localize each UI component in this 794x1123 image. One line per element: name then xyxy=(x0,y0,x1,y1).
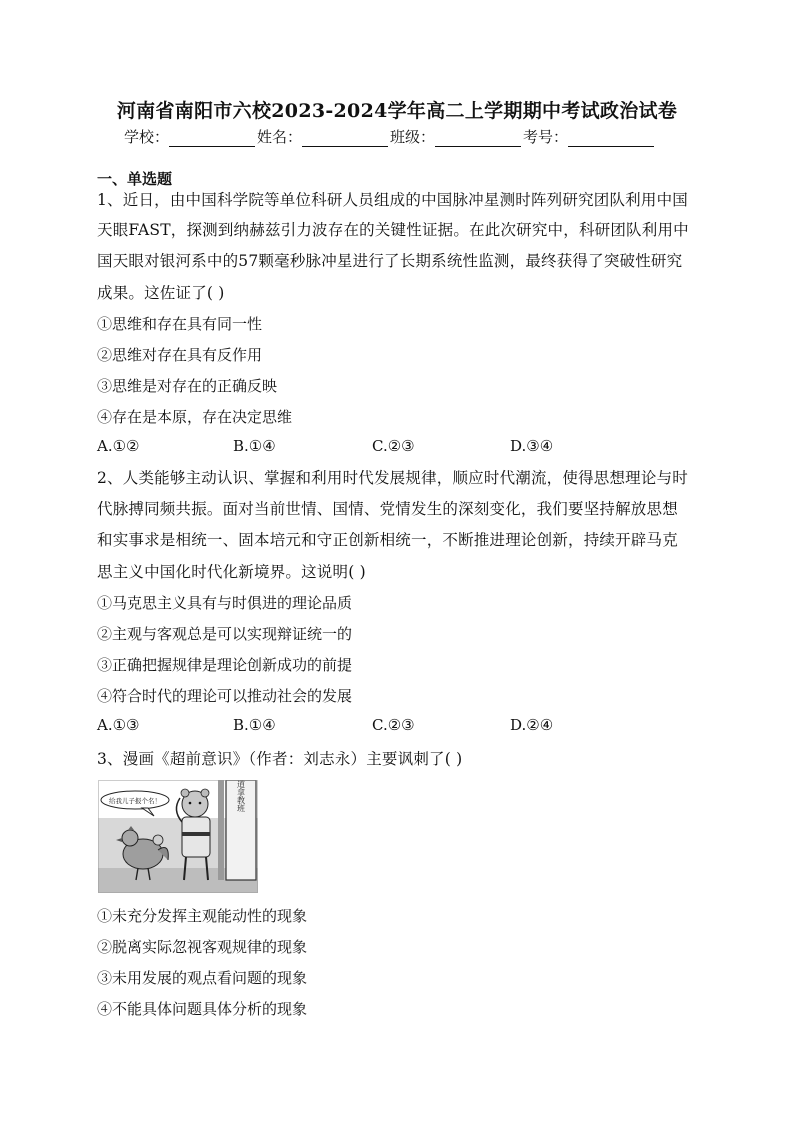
question-3-statement: ③未用发展的观点看问题的现象 xyxy=(97,969,308,987)
exam-no-blank[interactable] xyxy=(568,130,654,147)
question-1-line: 天眼FAST，探测到纳赫兹引力波存在的关键性证据。在此次研究中，科研团队利用中 xyxy=(97,221,689,239)
name-label: 姓名： xyxy=(257,128,303,146)
question-2-choice-a[interactable]: A.①③ xyxy=(97,716,140,734)
question-1-line: 1、近日，由中国科学院等单位科研人员组成的中国脉冲星测时阵列研究团队利用中国 xyxy=(97,191,688,209)
question-1-line: 成果。这佐证了( ) xyxy=(97,284,225,302)
section-title: 一、单选题 xyxy=(97,170,173,188)
question-2-statement: ③正确把握规律是理论创新成功的前提 xyxy=(97,656,353,674)
question-2-choice-d[interactable]: D.②④ xyxy=(510,716,554,734)
comic-sign-text: 驹奔道拿教班 xyxy=(236,780,246,812)
class-label: 班级： xyxy=(390,128,436,146)
question-3-statement: ②脱离实际忽视客观规律的现象 xyxy=(97,938,308,956)
question-3-statement: ①未充分发挥主观能动性的现象 xyxy=(97,907,308,925)
question-1-choice-d[interactable]: D.③④ xyxy=(510,437,554,455)
question-2-choice-b[interactable]: B.①④ xyxy=(233,716,276,734)
question-2-line: 和实事求是相统一、固本培元和守正创新相统一，不断推进理论创新，持续开辟马克 xyxy=(97,531,678,549)
comic-illustration xyxy=(98,780,258,893)
question-2-line: 思主义中国化时代化新境界。这说明( ) xyxy=(97,563,366,581)
question-1-statement: ④存在是本原，存在决定思维 xyxy=(97,408,293,426)
question-2-statement: ②主观与客观总是可以实现辩证统一的 xyxy=(97,625,353,643)
student-info-line xyxy=(124,126,656,147)
question-2-statement: ④符合时代的理论可以推动社会的发展 xyxy=(97,687,353,705)
name-blank[interactable] xyxy=(302,130,388,147)
question-3-statement: ④不能具体问题具体分析的现象 xyxy=(97,1000,308,1018)
comic-bubble-text: 给我儿子报个名！ xyxy=(109,797,161,805)
question-1-statement: ①思维和存在具有同一性 xyxy=(97,315,263,333)
school-label: 学校： xyxy=(124,128,170,146)
question-1-choice-b[interactable]: B.①④ xyxy=(233,437,276,455)
question-1-statement: ②思维对存在具有反作用 xyxy=(97,346,263,364)
question-2-line: 代脉搏同频共振。面对当前世情、国情、党情发生的深刻变化，我们要坚持解放思想 xyxy=(97,500,678,518)
page-title: 河南省南阳市六校2023-2024学年高二上学期期中考试政治试卷 xyxy=(116,100,678,122)
comic-image xyxy=(98,780,258,893)
exam-no-label: 考号： xyxy=(523,128,569,146)
class-blank[interactable] xyxy=(435,130,521,147)
school-blank[interactable] xyxy=(169,130,255,147)
question-1-line: 国天眼对银河系中的57颗毫秒脉冲星进行了长期系统性监测，最终获得了突破性研究 xyxy=(97,252,683,270)
question-1-choice-a[interactable]: A.①② xyxy=(97,437,140,455)
question-3-line: 3、漫画《超前意识》（作者：刘志永）主要讽刺了( ) xyxy=(97,750,463,768)
question-2-line: 2、人类能够主动认识、掌握和利用时代发展规律，顺应时代潮流，使得思想理论与时 xyxy=(97,469,688,487)
question-1-statement: ③思维是对存在的正确反映 xyxy=(97,377,278,395)
question-2-statement: ①马克思主义具有与时俱进的理论品质 xyxy=(97,594,353,612)
question-1-choice-c[interactable]: C.②③ xyxy=(372,437,415,455)
question-2-choice-c[interactable]: C.②③ xyxy=(372,716,415,734)
